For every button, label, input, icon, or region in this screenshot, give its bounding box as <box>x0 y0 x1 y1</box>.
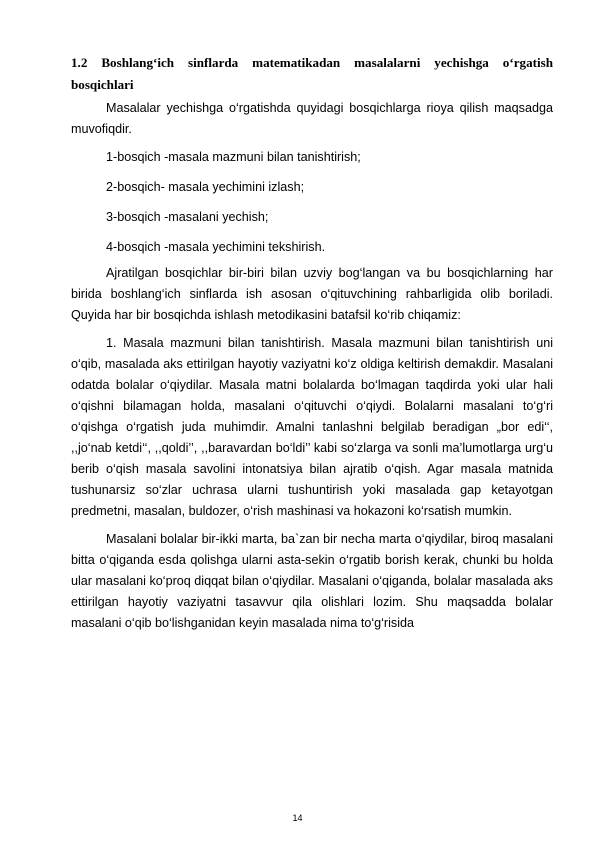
page-number: 14 <box>292 813 303 823</box>
paragraph-reading: Masalani bolalar bir-ikki marta, ba`zan bir necha marta o‘qiydilar, biroq masalani bitta o‘qiganda esda qolishga ularni asta-sekin o‘rgatib borish kerak, chunki bu holda ular masalani ko‘proq diqqat bilan o‘qiydilar. Masalani o‘qiganda, bolalar masalada aks ettirilgan hayotiy vaziyatni tasavvur qila olishlari lozim. Shu maqsadda bolalar masalani o‘qib bo‘lishganidan keyin masalada nima to‘g‘risida <box>71 532 553 630</box>
paragraph-step1: 1. Masala mazmuni bilan tanishtirish. Masala mazmuni bilan tanishtirish uni o‘qib, masalada aks ettirilgan hayotiy vaziyatni ko‘z oldiga keltirish demakdir. Masalani odatda bolalar o‘qiydilar. Masala matni bolalarda bo‘lmagan taqdirda yoki ular hali o‘qishni bilamagan holda, masalani o‘qituvchi o‘qiydi. Bolalarni masalani to‘g‘ri o‘qishga o‘rgatish juda muhimdir. Amalni tanlashni belgilab beradigan „bor edi‘‘, ,,jo‘nab ketdi‘‘, ,,qoldi’’, ,,baravardan bo‘ldi’’ kabi so‘zlarga va sonli ma’lumotlarga urg‘u berib o‘qish masala savolini intonatsiya bilan ajratib o‘qish. Agar masala matnida tushunarsiz so‘zlar uchrasa ularni tushuntirish yoki masalada gap ketayotgan predmetni, masalan, buldozer, o‘rish mashinasi va hokazoni ko‘rsatish mumkin. <box>71 336 553 518</box>
section-heading: 1.2 Boshlang‘ich sinflarda matematikadan masalalarni yechishga o‘rgatish bosqichlari <box>71 55 553 92</box>
step-item-1: 1-bosqich -masala mazmuni bilan tanishtirish; <box>106 150 361 164</box>
step-item-3: 3-bosqich -masalani yechish; <box>106 210 269 224</box>
step-item-2: 2-bosqich- masala yechimini izlash; <box>106 180 305 194</box>
step-item-4: 4-bosqich -masala yechimini tekshirish. <box>106 240 326 254</box>
paragraph-split: Ajratilgan bosqichlar bir-biri bilan uzviy bog‘langan va bu bosqichlarning har birida boshlang‘ich sinflarda ish asosan o‘qituvchining rahbarligida olib boriladi. Quyida har bir bosqichda ishlash metodikasini batafsil ko‘rib chiqamiz: <box>71 266 553 322</box>
intro-paragraph: Masalalar yechishga o‘rgatishda quyidagi bosqichlarga rioya qilish maqsadga muvofiqdir. <box>71 101 553 136</box>
document-page <box>71 52 553 638</box>
